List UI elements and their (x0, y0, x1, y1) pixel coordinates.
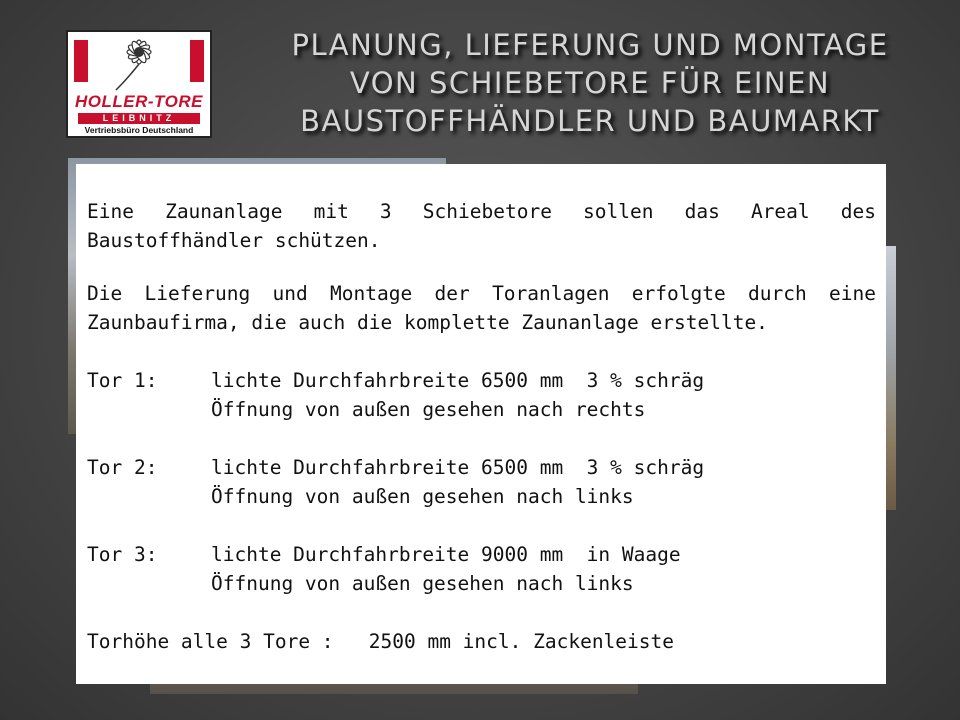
gate-2-opening-row (87, 482, 876, 511)
gate-2-width: lichte Durchfahrbreite 6500 mm 3 % schräg (211, 456, 705, 479)
gate-3-label: Tor 3: (87, 543, 158, 566)
logo-brand-text: HOLLER-TORE (75, 92, 203, 111)
title-line-3: BAUSTOFFHÄNDLER UND BAUMARKT (300, 104, 880, 138)
gate-1-width: lichte Durchfahrbreite 6500 mm 3 % schräg (211, 369, 705, 392)
gate-3-opening-row (87, 569, 876, 598)
gate-1-opening: Öffnung von außen gesehen nach rechts (211, 398, 646, 421)
title-line-1: PLANUNG, LIEFERUNG UND MONTAGE (291, 28, 889, 62)
logo-city-text: LEIBNITZ (78, 113, 200, 124)
company-logo (66, 30, 212, 138)
intro-text: Eine Zaunanlage mit 3 Schiebetore sollen das Areal des Baustoffhändler schützen. (87, 200, 876, 252)
logo-subtitle: Vertriebsbüro Deutschland (84, 125, 194, 135)
gate-2-label: Tor 2: (87, 456, 158, 479)
gate-1-width-row (87, 366, 876, 395)
title-line-2: VON SCHIEBETORE FÜR EINEN (349, 66, 831, 100)
flower-logo-icon (68, 32, 210, 94)
gate-2-width-row (87, 453, 876, 482)
gate-1-opening-row (87, 395, 876, 424)
gate-3-width: lichte Durchfahrbreite 9000 mm in Waage (211, 543, 681, 566)
gate-1-label: Tor 1: (87, 369, 158, 392)
gate-height-text: Torhöhe alle 3 Tore : 2500 mm incl. Zackenleiste (87, 630, 674, 653)
gate-height-row (87, 627, 876, 656)
gate-3-opening: Öffnung von außen gesehen nach links (211, 572, 634, 595)
slide-title (240, 26, 940, 140)
gate-3-width-row (87, 540, 876, 569)
content-panel (76, 164, 886, 684)
gate-2-opening: Öffnung von außen gesehen nach links (211, 485, 634, 508)
delivery-text: Die Lieferung und Montage der Toranlagen erfolgte durch eine Zaunbaufirma, die auch die komplette Zaunanlage erstellte. (87, 282, 876, 334)
